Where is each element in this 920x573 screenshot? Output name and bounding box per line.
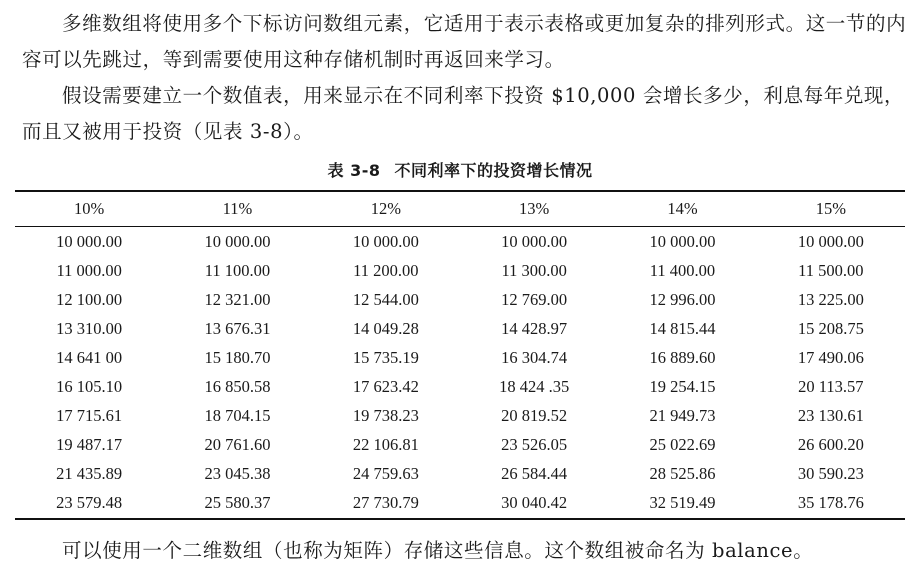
table-cell: 23 579.48	[56, 493, 123, 513]
table-row	[15, 343, 905, 372]
table-cell: 25 022.69	[649, 435, 716, 455]
table-row	[15, 460, 905, 489]
table-cell: 20 113.57	[798, 377, 864, 397]
table-row	[15, 256, 905, 285]
table-cell: 22 106.81	[352, 435, 419, 455]
table-cell: 15 180.70	[204, 347, 271, 367]
header-rate-11: 11%	[222, 199, 253, 218]
table-cell: 18 704.15	[204, 406, 271, 426]
table-header-row	[15, 191, 905, 227]
table-cell: 32 519.49	[649, 493, 716, 513]
outro-paragraph	[22, 533, 907, 569]
table-cell: 26 584.44	[501, 464, 568, 484]
investment-growth-table	[15, 190, 905, 520]
table-cell: 16 105.10	[56, 377, 123, 397]
table-cell: 23 130.61	[797, 406, 864, 426]
table-cell: 12 321.00	[204, 289, 271, 309]
table-row	[15, 489, 905, 519]
table-row	[15, 372, 905, 401]
table-cell: 19 487.17	[56, 435, 123, 455]
table-row	[15, 402, 905, 431]
table-caption-number: 表 3-8	[327, 161, 381, 180]
header-rate-15: 15%	[815, 199, 846, 218]
table-cell: 10 000.00	[204, 231, 271, 251]
table-cell: 11 000.00	[56, 260, 122, 280]
table-cell: 12 544.00	[352, 289, 419, 309]
table-cell: 11 400.00	[649, 260, 716, 280]
table-cell: 28 525.86	[649, 464, 716, 484]
table-cell: 15 208.75	[797, 318, 864, 338]
table-cell: 11 200.00	[353, 260, 419, 280]
table-cell: 17 715.61	[56, 406, 123, 426]
table-cell: 13 310.00	[56, 318, 123, 338]
intro-paragraph-1	[22, 6, 907, 78]
intro-text-2: 假设需要建立一个数值表，用来显示在不同利率下投资 $10,000 会增长多少，利息每年兑现，而且又被用于投资（见表 3-8）。	[22, 84, 905, 143]
header-rate-14: 14%	[667, 199, 698, 218]
table-cell: 10 000.00	[501, 231, 568, 251]
table-row	[15, 431, 905, 460]
table-cell: 11 300.00	[501, 260, 567, 280]
outro-text: 可以使用一个二维数组（也称为矩阵）存储这些信息。这个数组被命名为 balance。	[62, 539, 814, 562]
table-cell: 16 850.58	[204, 377, 271, 397]
table-cell: 17 490.06	[797, 347, 864, 367]
table-cell: 10 000.00	[649, 231, 716, 251]
table-cell: 12 769.00	[501, 289, 568, 309]
table-cell: 16 304.74	[501, 347, 568, 367]
table-cell: 10 000.00	[56, 231, 123, 251]
table-cell: 15 735.19	[352, 347, 419, 367]
table-row	[15, 227, 905, 257]
table-cell: 25 580.37	[204, 493, 271, 513]
table-cell: 13 225.00	[797, 289, 864, 309]
intro-text-1: 多维数组将使用多个下标访问数组元素，它适用于表示表格或更加复杂的排列形式。这一节的内容可以先跳过，等到需要使用这种存储机制时再返回来学习。	[22, 12, 907, 71]
investment-table-container	[15, 190, 905, 520]
table-cell: 26 600.20	[797, 435, 864, 455]
table-cell: 14 815.44	[649, 318, 716, 338]
table-cell: 14 049.28	[352, 318, 419, 338]
table-cell: 20 819.52	[501, 406, 568, 426]
table-cell: 11 500.00	[798, 260, 864, 280]
table-cell: 21 949.73	[649, 406, 716, 426]
table-caption-title: 不同利率下的投资增长情况	[394, 161, 593, 180]
table-cell: 17 623.42	[352, 377, 419, 397]
table-cell: 12 996.00	[649, 289, 716, 309]
table-cell: 10 000.00	[352, 231, 419, 251]
header-rate-13: 13%	[519, 199, 550, 218]
table-cell: 14 641 00	[56, 347, 123, 367]
table-cell: 23 526.05	[501, 435, 568, 455]
table-cell: 13 676.31	[204, 318, 271, 338]
table-cell: 16 889.60	[649, 347, 716, 367]
table-cell: 14 428.97	[501, 318, 568, 338]
table-cell: 11 100.00	[204, 260, 271, 280]
table-body	[15, 227, 905, 519]
table-cell: 30 040.42	[501, 493, 568, 513]
intro-paragraph-2	[22, 78, 907, 150]
header-rate-12: 12%	[370, 199, 401, 218]
table-cell: 18 424 .35	[499, 377, 570, 397]
table-cell: 21 435.89	[56, 464, 123, 484]
table-cell: 27 730.79	[352, 493, 419, 513]
table-cell: 23 045.38	[204, 464, 271, 484]
table-cell: 19 738.23	[352, 406, 419, 426]
table-row	[15, 285, 905, 314]
table-cell: 20 761.60	[204, 435, 271, 455]
table-cell: 10 000.00	[797, 231, 864, 251]
header-rate-10: 10%	[74, 199, 105, 218]
table-caption	[0, 158, 920, 181]
table-cell: 35 178.76	[797, 493, 864, 513]
table-row	[15, 314, 905, 343]
table-cell: 12 100.00	[56, 289, 123, 309]
table-cell: 30 590.23	[797, 464, 864, 484]
table-cell: 24 759.63	[352, 464, 419, 484]
table-cell: 19 254.15	[649, 377, 716, 397]
